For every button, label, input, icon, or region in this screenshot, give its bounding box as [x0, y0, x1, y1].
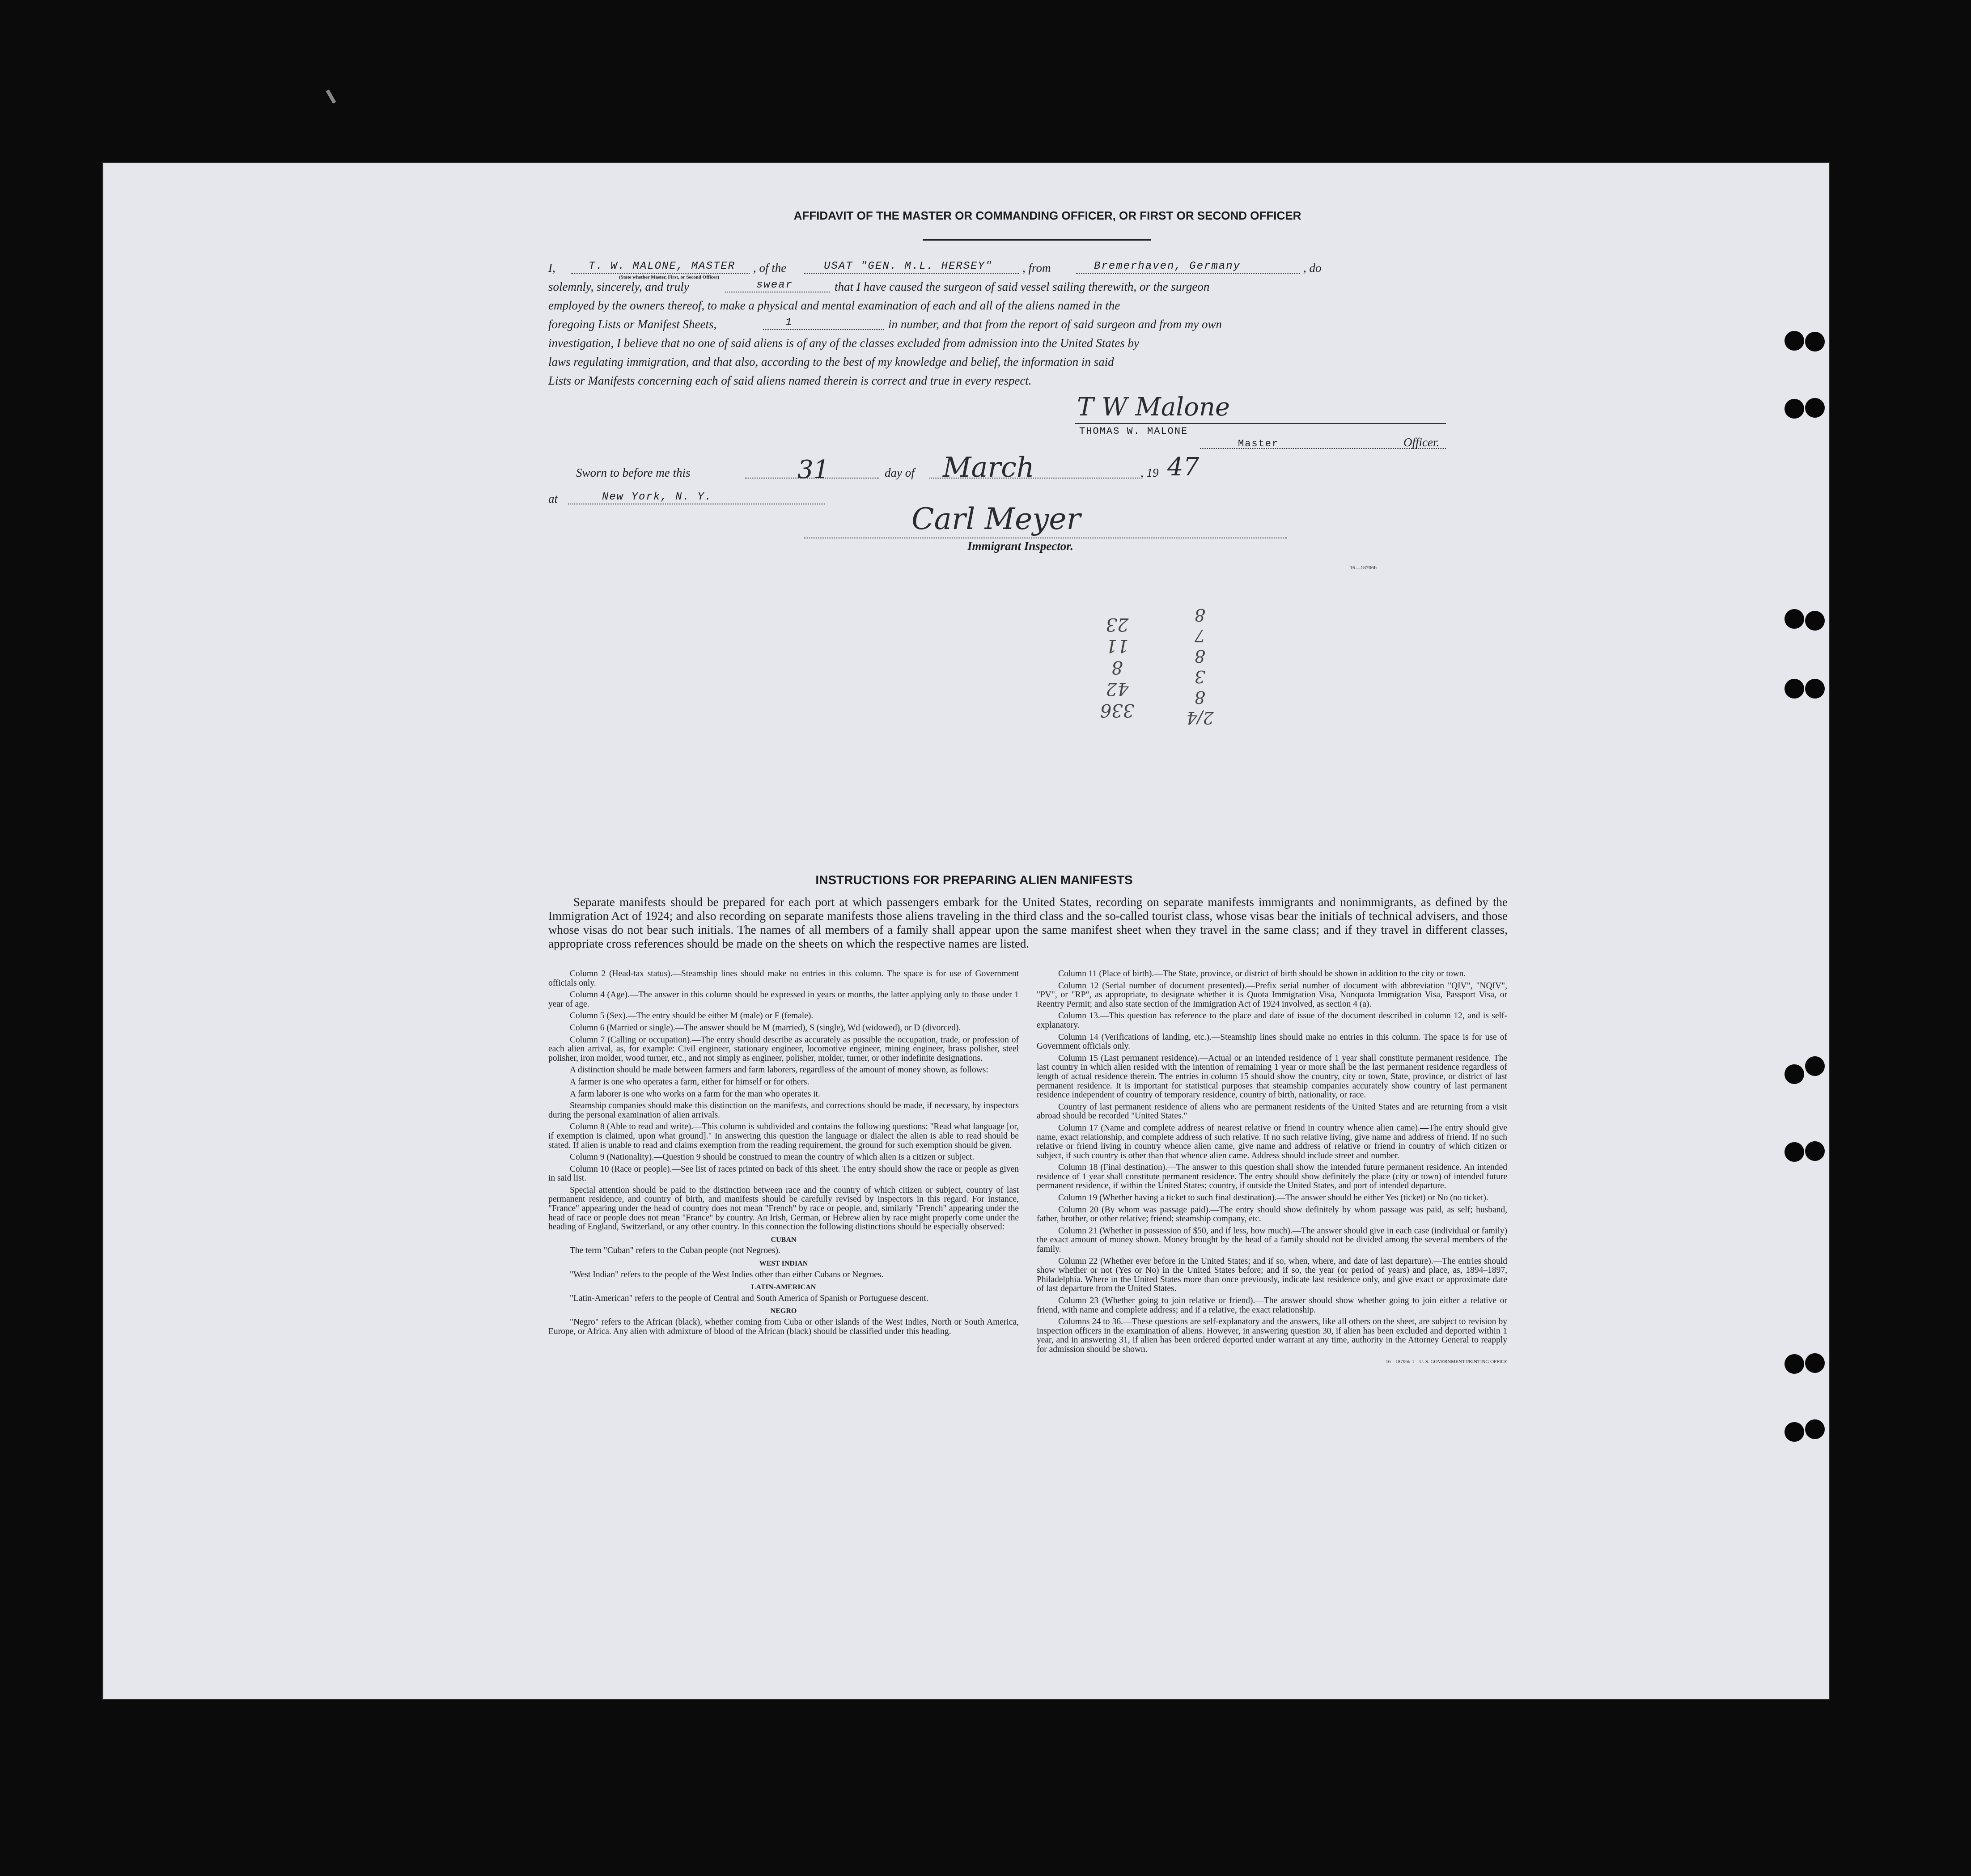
at-word: at: [548, 492, 558, 505]
instruction-paragraph: Column 15 (Last permanent residence).—Actual or an intended residence of 1 year shall constitute permanent residence. The last country in which alien resided with the intention of remaining 1 year or more shall be the last permanent residence regardless of length of actual residence therein. The entries in column 15 should show the country, city or town, State, province, or district of last permanent residence. It is important for statistical purposes that steamship companies accurately show country of last permanent residence independent of country of temporary residence, country of birth, nationality, or race.: [1037, 1053, 1507, 1100]
binder-hole: [1805, 332, 1825, 351]
binder-hole: [1805, 1419, 1825, 1439]
binder-hole: [1784, 1142, 1804, 1162]
line4-text-b: in number, and that from the report of said surgeon and from my own: [888, 318, 1222, 331]
sworn-day: 31: [797, 455, 830, 484]
binder-hole: [1805, 1141, 1825, 1161]
line2-text-a: solemnly, sincerely, and truly: [548, 280, 689, 293]
binder-hole: [1805, 679, 1825, 699]
negro-heading: NEGRO: [770, 1307, 797, 1315]
footer-code: 16—18706b-1: [1386, 1359, 1415, 1364]
binder-hole: [1784, 609, 1804, 629]
affidavit-line2: [548, 280, 1510, 298]
negro-text: "Negro" refers to the African (black), whether coming from Cuba or other islands of the West Indies, North or South America, Europe, or Africa. Any alien with admixture of blood of the African (black) should be classified under this heading.: [548, 1317, 1019, 1336]
year-suffix: 47: [1167, 453, 1200, 482]
latin-heading: LATIN-AMERICAN: [751, 1283, 816, 1292]
signer-typed-name: THOMAS W. MALONE: [1079, 426, 1188, 437]
year-prefix: , 19: [1140, 466, 1159, 479]
film-edge-mark: [326, 89, 336, 104]
pencil-note: 42: [1106, 678, 1129, 699]
instructions-intro: [548, 895, 1508, 951]
binder-hole: [1805, 611, 1825, 631]
instruction-paragraph: A farmer is one who operates a farm, either for himself or for others.: [570, 1077, 810, 1087]
inspector-signature: Carl Meyer: [911, 502, 1081, 536]
title-rule: [923, 239, 1151, 241]
instructions-right-column: [1037, 970, 1507, 1366]
instruction-paragraph: Country of last permanent residence of aliens who are permanent residents of the United States and are returning from a visit abroad should be recorded "United States.": [1037, 1102, 1507, 1121]
instruction-paragraph: Column 21 (Whether in possession of $50, and if less, how much).—The answer should give in each case (individual or family) the exact amount of money shown. Money brought by the head of a family should not be divided among the several members of the family.: [1037, 1226, 1507, 1254]
pencil-note: 11: [1106, 635, 1129, 656]
affidavit-title: AFFIDAVIT OF THE MASTER OR COMMANDING OFFICER, OR FIRST OR SECOND OFFICER: [793, 209, 1301, 222]
printer-line: [1037, 1357, 1507, 1367]
printer-name: U. S. GOVERNMENT PRINTING OFFICE: [1419, 1359, 1507, 1364]
instruction-paragraph: Column 2 (Head-tax status).—Steamship lines should make no entries in this column. The space is for use of Government officials only.: [548, 969, 1019, 988]
cuban-heading: CUBAN: [771, 1236, 797, 1244]
instruction-paragraph: Column 12 (Serial number of document presented).—Prefix serial number of document with abbreviation "QIV", "NQIV", "PV", or "RP", as appropriate, to designate whether it is Quota Immigration Visa, Nonquota Immigration Visa, Passport Visa, or Reentry Permit; and also state section of the Immigration Act of 1924 involved, as section 4 (a).: [1037, 981, 1507, 1009]
westindian-text: "West Indian" refers to the people of the West Indies other than either Cubans or Negroes.: [570, 1270, 884, 1279]
master-signature: T W Malone: [1077, 393, 1230, 422]
binder-hole: [1784, 399, 1804, 419]
instruction-paragraph: Column 22 (Whether ever before in the United States; and if so, when, where, and date of last departure).—The entries should show whether or not (Yes or No) in the United States before; and if so, the year (or period of years) and place, as, 1894–1897, Philadelphia. Where in the United States more than once previously, indicate last residence only, and give exact or approximate date of last departure from the United States.: [1037, 1256, 1507, 1294]
pencil-note: 2/4: [1186, 708, 1214, 728]
latin-text: "Latin-American" refers to the people of Central and South America of Spanish or Portuguese descent.: [570, 1293, 928, 1303]
pencil-note: 8: [1194, 646, 1206, 666]
instruction-paragraph: Column 7 (Calling or occupation).—The entry should describe as accurately as possible the occupation, trade, or profession of each alien arrival, as, for example: Civil engineer, stationary engineer, locomotive engineer, mining engineer, brass polisher, steel polisher, iron molder, wood turner, etc., and not simply as engineer, polisher, molder, turner, or other indefinite designations.: [548, 1035, 1019, 1063]
of-word: , of the: [753, 261, 787, 275]
affidavit-line5: investigation, I believe that no one of said aliens is of any of the classes excluded from admission into the United States by: [548, 336, 1140, 350]
sworn-month: March: [943, 451, 1034, 483]
inspector-title: Immigrant Inspector.: [967, 539, 1074, 553]
pencil-note: 3: [1194, 667, 1206, 686]
instruction-paragraph: Column 19 (Whether having a ticket to such final destination).—The answer should be either Yes (ticket) or No (no ticket).: [1058, 1193, 1488, 1203]
do-word: , do: [1303, 261, 1322, 275]
oath-word: swear: [756, 279, 793, 291]
officer-word: Officer.: [1403, 436, 1440, 449]
affidavit-line4: [548, 318, 1510, 335]
officer-name: T. W. MALONE, MASTER: [589, 260, 736, 272]
affidavit-line3: employed by the owners thereof, to make a physical and mental examination of each and all of the aliens named in the: [548, 299, 1120, 312]
pencil-note: 8: [1194, 687, 1206, 707]
instruction-paragraph: Column 8 (Able to read and write).—This column is subdivided and contains the following questions: "Read what language [or, if exemption is claimed, upon what ground]." In answering this question the language or dialect the alien is able to read should be stated. If alien is unable to read and claims exemption from the reading requirement, the ground for such exemption should be given.: [548, 1122, 1019, 1150]
instruction-paragraph: Columns 24 to 36.—These questions are self-explanatory and the answers, like all others on the sheet, are subject to revision by inspection officers in the examination of aliens. However, in answering question 30, if alien has been excluded and deported within 1 year, and in answering 31, if alien has been ordered deported under warrant at any time, authority in the Attorney General to reapply for admission should be shown.: [1037, 1317, 1507, 1354]
westindian-heading: WEST INDIAN: [759, 1260, 808, 1268]
binder-hole: [1784, 679, 1804, 699]
instruction-paragraph: Column 14 (Verifications of landing, etc.).—Steamship lines should make no entries in this column. The space is for use of Government officials only.: [1037, 1032, 1507, 1051]
place-name: New York, N. Y.: [602, 491, 712, 503]
form-number: 16—18706b: [1350, 564, 1377, 571]
sworn-line: [576, 451, 1336, 488]
sworn-text: Sworn to before me this: [576, 466, 691, 479]
signature-rule: [1075, 423, 1446, 424]
instruction-paragraph: Column 4 (Age).—The answer in this column should be expressed in years or months, the latter applying only to those under 1 year of age.: [548, 990, 1019, 1009]
instructions-left-column: [548, 970, 1019, 1339]
binder-hole: [1784, 1354, 1804, 1374]
instruction-paragraph: Column 9 (Nationality).—Question 9 should be construed to mean the country of which alien is a citizen or subject.: [570, 1152, 975, 1162]
day-of-text: day of: [885, 466, 915, 479]
instruction-paragraph: Column 20 (By whom was passage paid).—The entry should show definitely by whom passage was paid, as self; husband, father, brother, or other relative; friend; steamship company, etc.: [1037, 1205, 1507, 1224]
line4-text-a: foregoing Lists or Manifest Sheets,: [548, 318, 717, 331]
instruction-paragraph: Steamship companies should make this distinction on the manifests, and corrections should be made, if necessary, by inspectors during the personal examination of alien arrivals.: [548, 1101, 1019, 1120]
instructions-title: INSTRUCTIONS FOR PREPARING ALIEN MANIFESTS: [815, 873, 1133, 887]
line2-text-b: that I have caused the surgeon of said vessel sailing therewith, or the surgeon: [835, 280, 1210, 293]
affidavit-line7: Lists or Manifests concerning each of said aliens named therein is correct and true in every respect.: [548, 374, 1032, 387]
sheets-count: 1: [785, 317, 793, 329]
binder-hole: [1805, 1056, 1825, 1076]
pencil-note: 23: [1106, 614, 1129, 635]
document-page: [102, 162, 1830, 1700]
intro-text: Separate manifests should be prepared for each port at which passengers embark for the United States, recording on separate manifests immigrants and nonimmigrants, as defined by the Immigration Act of 1924; and also recording on separate manifests those aliens traveling in the third class and the so-called tourist class, whose visas bear the initials of technical advisers, and those whose visas do not bear such initials. The names of all members of a family shall appear upon the same manifest sheet when they travel in the same class; and if they travel in different classes, appropriate cross references should be made on the sheets on which the respective names are listed.: [548, 895, 1508, 950]
instruction-paragraph: Column 5 (Sex).—The entry should be either M (male) or F (female).: [570, 1011, 814, 1021]
binder-hole: [1784, 1064, 1804, 1084]
vessel-name: USAT "GEN. M.L. HERSEY": [824, 260, 993, 272]
officer-hint: (State whether Master, First, or Second Officer): [619, 275, 720, 280]
instruction-paragraph: Column 6 (Married or single).—The answer should be M (married), S (single), Wd (widowed), or D (divorced).: [570, 1023, 961, 1033]
instruction-paragraph: A farm laborer is one who works on a farm for the man who operates it.: [570, 1089, 820, 1099]
pencil-note: 336: [1100, 700, 1135, 720]
instruction-paragraph: Column 13.—This question has reference to the place and date of issue of the document described in column 12, and is self-explanatory.: [1037, 1011, 1507, 1030]
binder-hole: [1805, 1353, 1825, 1373]
instruction-paragraph: Column 11 (Place of birth).—The State, province, or district of birth should be shown in addition to the city or town.: [1058, 969, 1466, 978]
instruction-paragraph: A distinction should be made between farmers and farm laborers, regardless of the amount of money shown, as follows:: [570, 1065, 988, 1075]
at-line: [548, 492, 951, 510]
pencil-note: 7: [1194, 626, 1206, 645]
from-word: , from: [1022, 261, 1051, 275]
instruction-paragraph: Column 18 (Final destination).—The answer to this question shall show the intended future permanent residence. An intended residence of 1 year shall constitute permanent residence. The entry should show definitely the place (city or town) of intended future permanent residence, if within the United States; country, if outside the United States, and port of intended departure.: [1037, 1163, 1507, 1191]
affidavit-line1: [548, 261, 1510, 279]
pencil-note: 8: [1194, 605, 1206, 625]
instruction-paragraph: Column 10 (Race or people).—See list of races printed on back of this sheet. The entry should show the race or people as given in said list.: [548, 1164, 1019, 1183]
instruction-paragraph: Special attention should be paid to the distinction between race and the country of which citizen or subject, country of last permanent residence, and country of birth, and manifests should be carefully revised by inspectors in this regard. For instance, "France" appearing under the head of country does not mean "French" by race or people, and, similarly "French" appearing under the head of race or people does not mean "France" by country. An Irish, German, or Hebrew alien by race might properly come under the heading of England, Switzerland, or any other country. In this connection the following distinctions should be especially observed:: [548, 1185, 1019, 1232]
pencil-note: 8: [1111, 657, 1123, 678]
affidavit-line6: laws regulating immigration, and that also, according to the best of my knowledge and belief, the information in said: [548, 355, 1114, 368]
instruction-paragraph: Column 23 (Whether going to join relative or friend).—The answer should show whether going to join either a relative or friend, with name and complete address; and if a relative, the exact relationship.: [1037, 1296, 1507, 1315]
i-word: I,: [548, 261, 555, 275]
pencil-notes-left: [1090, 614, 1144, 721]
cuban-text: The term "Cuban" refers to the Cuban people (not Negroes).: [570, 1246, 780, 1256]
instruction-paragraph: Column 17 (Name and complete address of nearest relative or friend in country whence alien came).—The entry should give name, exact relationship, and complete address of such relative. If no such relative living, give name and address of friend. If no such relative or friend living in country whence alien came, give name and address of relative or friend in country of which citizen or subject, if such country is other than that whence alien came. Address should include street and number.: [1037, 1123, 1507, 1160]
pencil-notes-right: [1173, 605, 1227, 728]
binder-hole: [1784, 1422, 1804, 1442]
binder-hole: [1805, 398, 1825, 418]
binder-hole: [1784, 331, 1804, 351]
port-name: Bremerhaven, Germany: [1094, 260, 1241, 272]
rank-typed: Master: [1238, 438, 1279, 449]
